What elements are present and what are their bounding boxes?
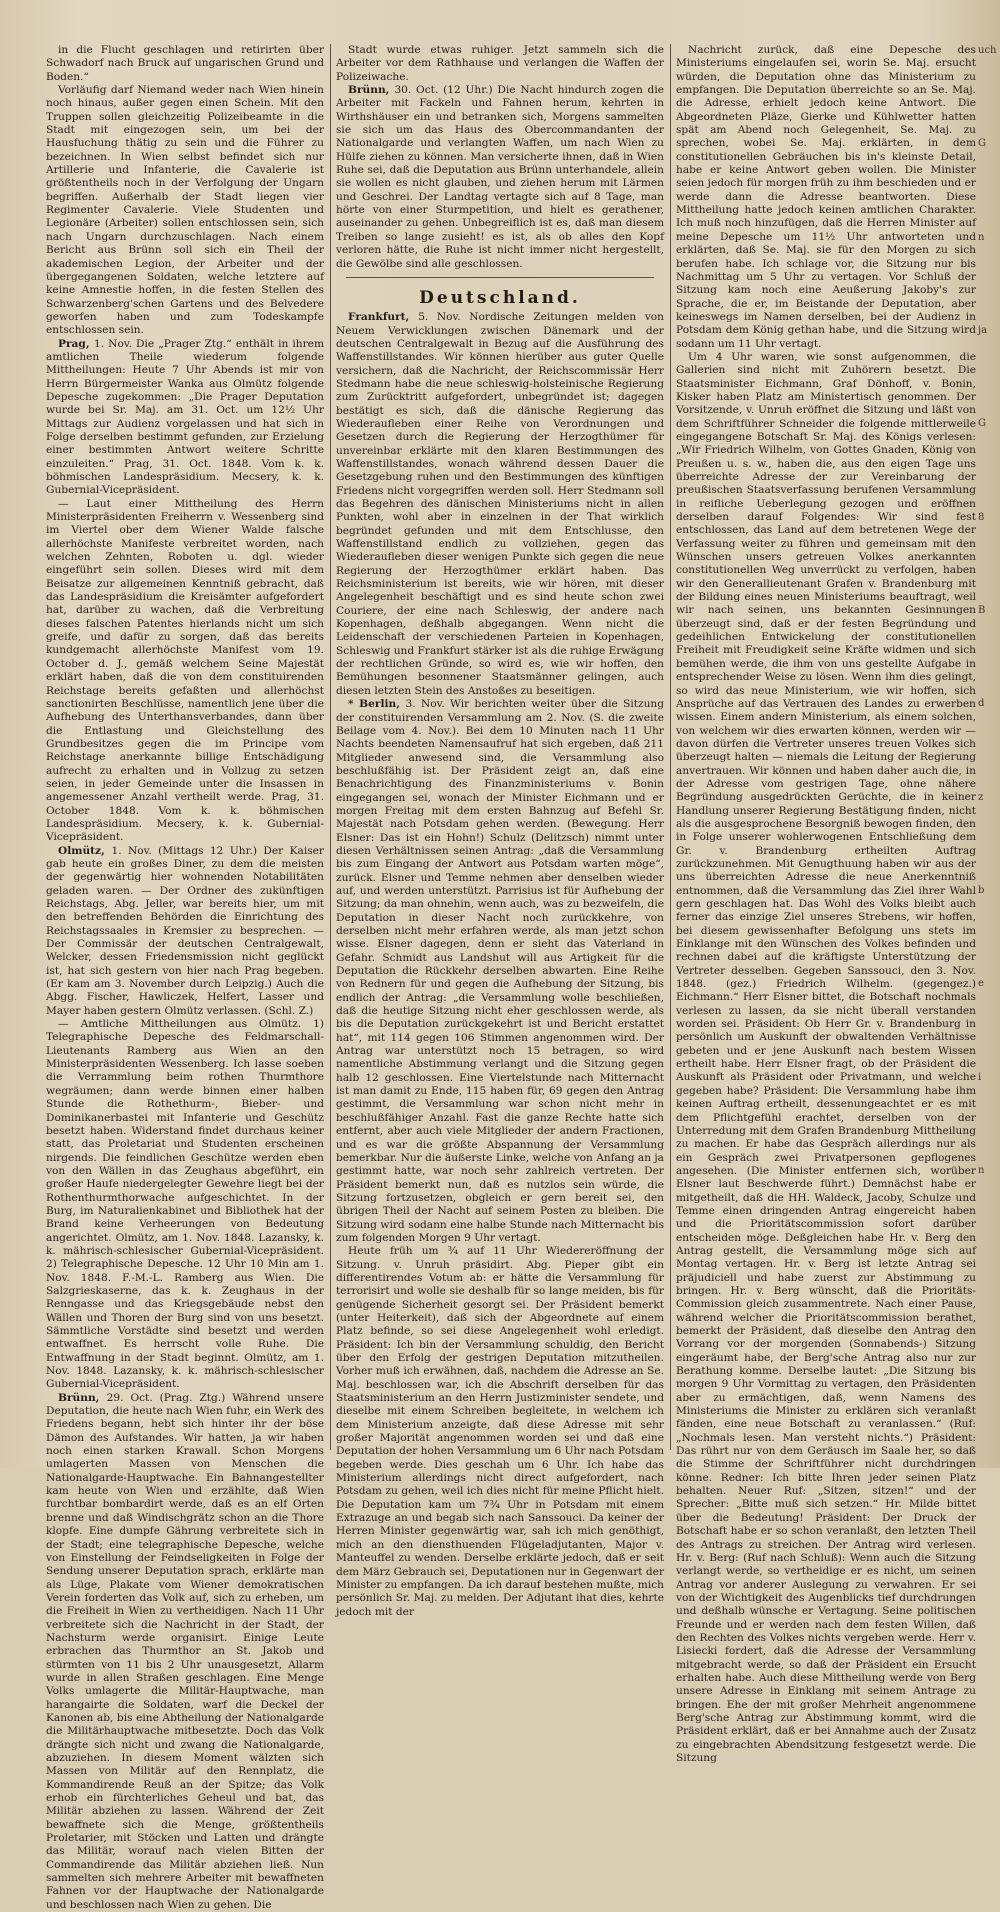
paragraph-text: 3. Nov. Wir berichten weiter über die Sitzung der constituirenden Versammlung am 2. Nov. (S. die zweite Beilage vom 4. Nov.). Bei dem 10 Minuten nach 11 Uhr Nachts beendeten Namensaufruf hat sich ergeben, daß 211 Mitglieder anwesend sind, die Versammlung also beschlußfähig ist. Der Präsident zeigt an, daß eine Benachrichtigung des Finanzministeriums v. Bonin eingegangen sei, wonach der Minister Eichmann und er morgen Freitag mit dem ersten Bahnzug auf Befehl Sr. Majestät nach Potsdam gehen werden. (Bewegung. Herr Elsner: Das ist ein Hohn!) Schulz (Delitzsch) nimmt unter diesen Verhältnissen seinen Antrag: „daß die Versammlung bis zum Eingang der Antwort aus Potsdam warten möge“, zurück. Elsner und Temme nehmen aber denselben wieder auf, und werden unterstützt. Parrisius ist für Aufhebung der Sitzung; da man ohnehin, wenn auch, was zu bezweifeln, die Deputation in dieser Nacht noch zurückkehre, von derselben nicht mehr erfahren werde, als man jetzt schon wisse. Elsner dagegen, denn er sieht das Vaterland in Gefahr. Schmidt aus Landshut will aus Artigkeit für die Deputation die Rückkehr derselben abwarten. Eine Reihe von Rednern für und gegen die Aufhebung der Sitzung, bis endlich der Antrag: „die Versammlung wolle beschließen, daß die heutige Sitzung nicht eher geschlossen werde, als bis die Deputation zurückgekehrt ist und Bericht erstattet hat“, mit 114 gegen 106 Stimmen angenommen wird. Der Antrag war unterstützt noch 15 betragen, so wird namentliche Abstimmung verlangt und die Sitzung gegen halb 12 geschlossen. Eine Viertelstunde nach Mitternacht ist man damit zu Ende, 115 haben für, 69 gegen den Antrag gestimmt, die Versammlung war schon nicht mehr in beschlußfähiger Anzahl. Fast die ganze Rechte hatte sich entfernt, aber auch viele Mitglieder der andern Fractionen, und es war die größte Abspannung der Versammlung bemerkbar. Nur die äußerste Linke, welche von Anfang an ja gestimmt hatte, war noch sehr zahlreich vertreten. Der Präsident bemerkt nun, daß es nutzlos sein würde, die Sitzung fortzusetzen, obgleich er gern bereit sei, den übrigen Theil der Nacht auf seinem Posten zu bleiben. Die Sitzung wird sodann eine halbe Stunde nach Mitternacht bis zum folgenden Morgen 9 Uhr vertagt. [336,698,664,1244]
article-paragraph [46,1392,324,1912]
column-rule-1 [330,44,331,1450]
article-paragraph [336,698,664,1245]
article-paragraph [336,44,664,84]
paragraph-text: in die Flucht geschlagen und retirirten über Schwadorf nach Bruck auf ungarischen Grund und Boden.“ [46,44,324,83]
gutter-fragment: G [978,138,986,150]
dateline-place: Brünn, [58,1391,107,1404]
paragraph-text: — Amtliche Mittheilungen aus Olmütz. 1) Telegraphische Depesche des Feldmarschall-Lieutenants Ramberg aus Wien an den Ministerpräsidenten Wessenberg. Ich lasse soeben die Verrammlung beim rothen Thurmthore wegräumen; dann werde binnen einer halben Stunde die Rothethurm-, Bieber- und Dominikanerbastei mit Infanterie und Geschütz besetzt haben. Widerstand findet durchaus keiner statt, das Proletariat und Studenten erscheinen nirgends. Die feindlichen Geschütze werden eben von den Wällen in das Zeughaus abgeführt, ein großer Haufe niedergelegter Gewehre liegt bei der Rothenthurmthorwache aufgeschichtet. In der Burg, im Naturalienkabinet und Bibliothek hat der Brand keine Verheerungen von Bedeutung angerichtet. Olmütz, am 1. Nov. 1848. Lazansky, k. k. mährisch-schlesischer Gubernial-Vicepräsident. 2) Telegraphische Depesche. 12 Uhr 10 Min am 1. Nov. 1848. F.-M.-L. Ramberg aus Wien. Die Salzgrieskaserne, das k. k. Zeughaus in der Renngasse und das Kriegsgebäude nebst den Wällen und Thoren der Burg sind von uns besetzt. Sämmtliche Vorstädte sind besetzt und werden entwaffnet. Es herrscht volle Ruhe. Die Entwaffnung in der Stadt beginnt. Olmütz, am 1. Nov. 1848. Lazansky, k. k. mährisch-schlesischer Gubernial-Vicepräsident. [46,1018,324,1391]
gutter-fragment: b [978,885,985,897]
paragraph-text: Vorläufig darf Niemand weder nach Wien hinein noch hinaus, außer gegen einen Schein. Mit den Truppen sollen gleichzeitig Polizeibeamte in die Stadt mit eingezogen sein, um bei der Hausfuchung thätig zu sein und die Führer zu bezeichnen. In Wien selbst befindet sich nur Artillerie und Infanterie, die Cavalerie ist größtentheils noch in der Verfolgung der Ungarn begriffen. Außerhalb der Stadt liegen vier Regimenter Cavalerie. Viele Studenten und Legionäre (Arbeiter) sollen entschlossen sein, sich nach Ungarn durchzuschlagen. Nach einem Bericht aus Brünn soll sich ein Theil der akademischen Legion, der Arbeiter und der übergegangenen Soldaten, welche letztere auf keine Amnestie hoffen, in die festen Stellen des Schwarzenberg'schen Gartens und des Belvedere geworfen haben und zum Todeskampfe entschlossen sein. [46,84,324,337]
paragraph-text: — Laut einer Mittheilung des Herrn Ministerpräsidenten Freiherrn v. Wessenberg sind im Viertel ober dem Wiener Walde falsche allerhöchste Manifeste verbreitet worden, nach welchen Zehnten, Roboten u. dgl. wieder eingeführt sein sollen. Dieses wird mit dem Beisatze zur allgemeinen Kenntniß gebracht, daß das Landespräsidium die Kreisämter aufgefordert hat, darüber zu wachen, daß die Verbreitung dieses falschen Patentes hierlands nicht um sich greife, und dafür zu sorgen, daß das bereits kundgemacht allerhöchste Manifest vom 19. October d. J., gemäß welchem Seine Majestät erklärt haben, daß die von dem constituirenden Reichstage bereits gefaßten und allerhöchst sanctionirten Beschlüsse, namentlich jene über die Aufhebung des Unterthansverbandes, dann über die Entlastung und Gleichstellung des Grundbesitzes gegen die im Principe vom Reichstage anerkannte billige Entschädigung aufrecht zu erhalten und in Vollzug zu setzen seien, in jeder Gemeinde unter die Insassen in angemessener Anzahl vertheilt werde. Prag, 31. October 1848. Vom k. k. böhmischen Landespräsidium. Mecsery, k. k. Gubernial-Vicepräsident. [46,497,324,844]
column-rule-2 [670,44,671,1450]
article-paragraph [336,84,664,271]
dateline-place: Olmütz, [58,844,112,857]
article-paragraph [336,1245,664,1619]
article-paragraph [46,338,324,498]
paragraph-text: 29. Oct. (Prag. Ztg.) Während unsere Deputation, die heute nach Wien fuhr, ein Werk des Friedens begann, hebt sich hinter ihr der böse Dämon des Aufstandes. Wir hatten, ja wir haben noch einen starken Krawall. Schon Morgens umlagerten Massen von Menschen die Nationalgarde-Hauptwache. Ein Bahnangestellter kam heute von Wien und erzählte, daß Wien furchtbar bombardirt werde, daß es an elf Orten brenne und daß Windischgrätz schon an die Thore klopfe. Eine dumpfe Gährung verbreitete sich in der Stadt; eine telegraphische Depesche, welche von Einstellung der Feindseligkeiten in Folge der Sendung unserer Deputation sprach, erklärte man als Lüge, Plakate vom Wiener demokratischen Verein forderten das Volk auf, sich zu erheben, um die Freiheit in Wien zu vertheidigen. Nach 11 Uhr verbreitete sich die Nachricht in der Stadt, der Nachsturm werde organisirt. Einige Leute erbrachen das Thurmthor an St. Jakob und stürmten von 11 bis 2 Uhr unausgesetzt, Allarm wurde in allen Straßen geschlagen. Eine Menge Volks umlagerte die Militär-Hauptwache, man harangairte die Soldaten, warf die Deckel der Kanonen ab, bis eine Abtheilung der Nationalgarde die Militärhauptwache mitbesetzte. Doch das Volk drängte sich nicht und zwang die Nationalgarde, abzuziehen. In diesem Moment wälzten sich Massen von Militär auf den Rennplatz, die Kommandirende Reuß an der Spitze; das Volk erhob ein fürchterliches Geheul und bat, das Militär abziehen zu lassen. Während der Zeit bewaffnete sich die Menge, größtentheils Proletarier, mit Stöcken und Latten und drängte das Militär, worauf nach vielen Bitten der Commandirende das Militär abziehen ließ. Nun sammelten sich mehrere Arbeiter mit bewaffneten Fahnen vor der Hauptwache der Nationalgarde und beschlossen nach Wien zu gehen. Die [46,1391,324,1911]
article-paragraph [46,845,324,1018]
dateline-place: Brünn, [348,84,395,97]
section-rule [346,277,654,278]
gutter-fragment: ja [978,325,988,337]
gutter-fragment: 8 [978,511,985,523]
paragraph-text: 1. Nov. Die „Prager Ztg.“ enthält in ihrem amtlichen Theile wiederum folgende Mittheilungen: Heute 7 Uhr Abends ist mir von Herrn Bürgermeister Wanka aus Olmütz folgende Depesche zugekommen: „Die Prager Deputation wurde bei Sr. Maj. am 31. Oct. um 12½ Uhr Mittags zur Audienz vorgelassen und hat sich in Folge derselben bestimmt gefunden, zur Erzielung einer bestimmten Antwort weitere Schritte einzuleiten.“ Prag, 31. Oct. 1848. Vom k. k. böhmischen Landespräsidium. Mecsery, k. k. Gubernial-Vicepräsident. [46,337,324,497]
gutter-fragment: d [978,698,985,710]
paragraph-text: Heute früh um ¾ auf 11 Uhr Wiedereröffnung der Sitzung. v. Unruh präsidirt. Abg. Pieper gibt ein differentirendes Votum ab: er hätte die Versammlung für terrorisirt und wolle sie deshalb für so lange meiden, bis für genügende Sicherheit gesorgt sei. Der Präsident bemerkt (unter Heiterkeit), daß sich der Abgeordnete auf einem Platz befinde, so sei diese Angelegenheit wohl erledigt. Präsident: Ich bin der Versammlung schuldig, den Bericht über den Erfolg der gestrigen Deputation mitzutheilen. Vorher muß ich erwähnen, daß, nachdem die Adresse an Se. Maj. beschlossen war, ich die Abschrift derselben für das Staatsministerium an den Herrn Justizminister sendete, und dieselbe mit einem Schreiben begleitete, in welchem ich dem Ministerium anzeigte, daß diese Adresse mit sehr großer Majorität angenommen worden sei und daß eine Deputation der hohen Versammlung um 6 Uhr nach Potsdam begeben werde. Dies geschah um 6 Uhr. Ich habe das Ministerium allerdings nicht direct aufgefordert, nach Potsdam zu gehen, weil ich dies nicht für meine Pflicht hielt. Die Deputation kam um 7¾ Uhr in Potsdam mit einem Extrazuge an und begab sich nach Sanssouci. Da keiner der Herren Minister gegenwärtig war, sah ich mich genöthigt, mich an den diensthuenden Flügeladjutanten, Major v. Manteuffel zu wenden. Derselbe erklärte jedoch, daß er seit dem März Gebrauch sei, Deputationen nur in Gegenwart der Minister zu empfangen. Da ich darauf bestehen mußte, mich persönlich Sr. Maj. zu melden. Der Adjutant ihat dies, kehrte jedoch mit der [336,1245,665,1618]
paragraph-text: 30. Oct. (12 Uhr.) Die Nacht hindurch zogen die Arbeiter mit Fackeln und Fahnen herum, kehrten in Wirthshäuser ein und betranken sich, Morgens sammelten sie sich um das Haus des Obercommandanten der Nationalgarde und verlangten Waffen, um nach Wien zu Hülfe ziehen zu können. Man versicherte ihnen, daß in Wien Ruhe sei, daß die Deputation aus Brünn unterhandele, allein sie wollen es nicht glauben, und ziehen herum mit Lärmen und Geschrei. Der Landtag vertagte sich auf 8 Tage, man hörte von einer Sturmpetition, und hielt es gerathener, auseinander zu gehen. Unbegreiflich ist es, daß man diesem Treiben so lange zusieht! es ist, als ob alles den Kopf verloren hätte, die Ruhe ist nicht immer nicht hergestellt, die Gewölbe sind alle geschlossen. [336,84,664,270]
paragraph-text: 5. Nov. Nordische Zeitungen melden von Neuem Verwicklungen zwischen Dänemark und der deutschen Centralgewalt in Bezug auf die Ausführung des Waffenstillstandes. Wir können hierüber aus guter Quelle versichern, daß die Nachricht, der Reichscommissär Herr Stedmann habe die neue schleswig-holsteinische Regierung zum Zurücktritt aufgefordert, unbegründet ist; dagegen bestätigt es sich, daß die dänische Regierung das Wiederaufleben einer Reihe von Verordnungen und Gesetzen durch die Regierung der Herzogthümer für unvereinbar erklärte mit den klaren Bestimmungen des Waffenstillstandes, wonach während dessen Dauer die Gesetzgebung ruhen und den Bestimmungen des künftigen Friedens nicht vorgegriffen werden soll. Herr Stedmann soll das Begehren des dänischen Ministeriums nicht in allen Punkten, wohl aber in einzelnen in der That wirklich begründet gefunden und mit dem Entschlusse, den Waffenstillstand endlich zu vollziehen, gegen das Wiederaufleben dieser wenigen Punkte sich gegen die neue Regierung der Herzogthümer erklärt haben. Das Reichsministerium ist bereits, wie wir hören, mit dieser Angelegenheit beschäftigt und es sind heute schon zwei Couriere, der eine nach Schleswig, der andere nach Kopenhagen, deßhalb abgegangen. Wenn nicht die Leidenschaft der verschiedenen Parteien in Kopenhagen, Schleswig und Frankfurt stärker ist als die ruhige Erwägung der rechtlichen Gründe, so wird es, wie wir hoffen, den Bemühungen besonnener Staatsmänner gelingen, auch diesen letzten Stein des Anstoßes zu beseitigen. [336,311,664,697]
gutter-fragment: z [978,791,984,803]
gutter-fragment: B [978,605,986,617]
paragraph-text: Um 4 Uhr waren, wie sonst aufgenommen, die Gallerien sind nicht mit Zuhörern besetzt. Die Staatsminister Eichmann, Graf Dönhoff, v. Bonin, Kisker haben Platz am Ministertisch genommen. Der Vorsitzende, v. Unruh eröffnet die Sitzung und läßt von dem Schriftführer Schneider die folgende mittlerweile eingegangene Botschaft Sr. Maj. des Königs verlesen: „Wir Friedrich Wilhelm, von Gottes Gnaden, König von Preußen u. s. w., haben die, aus den eigen Tage uns überreichte Adresse der zur Vereinbarung der preußischen Staatsverfassung berufenen Versammlung in reifliche Ueberlegung gezogen und eröffnen derselben darauf Folgendes: Wir sind fest entschlossen, das Land auf dem betretenen Wege der Verfassung weiter zu führen und gemeinsam mit den Wünschen unsers getreuen Volkes anerkannten constitutionellen Weg unverrückt zu verfolgen, haben wir den Generallieutenant Grafen v. Brandenburg mit der Bildung eines neuen Ministeriums beauftragt, weil wir nach seinen, uns bekannten Gesinnungen überzeugt sind, daß er der festen Begründung und gedeihlichen Entwickelung der constitutionellen Freiheit mit Freudigkeit seine Kräfte widmen und sich bemühen werde, die ihm von uns gestellte Aufgabe in entsprechender Weise zu lösen. Wenn ihm dies gelingt, so wird das neue Ministerium, wie wir hoffen, sich Ansprüche auf das Vertrauen des Landes zu erwerben wissen. Einem andern Ministerium, als einem solchen, von welchem wir dies erwarten können, werden wir — davon dürfen die Vertreter unseres treuen Volkes sich überzeugt halten — niemals die Leitung der Regierung anvertrauen. Wir können und haben daher auch die, in der Adresse vom gestrigen Tage, ohne nähere Begründung ausgedrückten Gerüchte, die in keiner Handlung unserer Regierung Bestätigung finden, nicht als die ausgesprochene Besorgniß bewogen finden, den in Folge unserer wohlerwogenen Entschließung dem Gr. v. Brandenburg ertheilten Auftrag zurückzunehmen. Mit Genugthuung haben wir aus der uns überreichten Adresse die neue Anerkenntniß entnommen, daß die Versammlung das Ziel ihrer Wahl gern geschlagen hat. Das Wohl des Volks bleibt auch ferner das einzige Ziel unseres Strebens, wir hoffen, bei diesem gewissenhafter Befolgung uns stets im Einklange mit den Wünschen des Volkes befinden und rechnen dabei auf die kräftigste Unterstützung der Vertreter desselben. Gegeben Sanssouci, den 3. Nov. 1848. (gez.) Friedrich Wilhelm. (gegengez.) Eichmann.“ Herr Elsner bittet, die Botschaft nochmals verlesen zu lassen, da sie nicht überall verstanden worden sei. Präsident: Ob Herr Gr. v. Brandenburg in persönlich um Auskunft der obwaltenden Verhältnisse gebeten und er jene Auskunft nach bestem Wissen ertheilt habe. Herr Elsner fragt, ob der Präsident die Auskunft als Präsident oder Privatmann, und welche gegeben habe? Präsident: Die Versammlung habe ihm keinen Auftrag ertheilt, dessenungeachtet er es mit dem Pflichtgefühl erachtet, derselben von der Unterredung mit dem Grafen Brandenburg Mittheilung zu machen. Er habe das Gespräch allerdings nur als ein Gespräch zwei Privatpersonen gepflogenes angesehen. (Die Minister entfernen sich, worüber Elsner laut Beschwerde führt.) Demnächst habe er mitgetheilt, daß die HH. Waldeck, Jacoby, Schulze und Temme einen dringenden Antrag eingereicht haben und die Prioritätscommission sofort darüber entscheiden möge. Deßgleichen habe Hr. v. Berg den Antrag gestellt, die Versammlung möge sich auf Montag vertagen. Hr. v. Berg ist letzte Antrag sei präjudiciell und habe zuerst zur Abstimmung zu bringen. Hr. v. Berg wünscht, daß die Prioritäts-Commission gleich zusammentrete. Nach einer Pause, während welcher die Prioritätscommission berathet, bemerkt der Präsident, daß dieselbe den Antrag den Vorrang vor der morgenden (Sonnabends-) Sitzung eingeräumt habe, der Berg'sche Antrag also nur zur Berathung komme. Derselbe lautet: „Die Sitzung bis morgen 9 Uhr Vormittag zu vertagen, den Präsidenten aber zu ermächtigen, daß, wenn Namens des Ministeriums die Minister zu erklären sich veranlaßt fänden, eine neue Botschaft zu veranlassen.“ (Ruf: „Nochmals lesen. Man versteht nichts.“) Präsident: Das rührt nur von dem Geräusch im Saale her, so daß die Stimme der Schriftführer nicht durchdringen könne. Redner: Ich bitte Ihren jeder seinen Platz behalten. Neuer Ruf: „Sitzen, sitzen!“ und der Sprecher: „Bitte muß sich setzen.“ Hr. Milde bittet über die Bedeutung! Präsident: Der Druck der Botschaft habe er so schon veranlaßt, den letzten Theil des Antrags zu streichen. Der Antrag wird verlesen. Hr. v. Berg: (Ruf nach Schluß): Wenn auch die Sitzung verlangt werde, so vertheidige er es nicht, um seinen Antrag vor anderer Auslegung zu verwahren. Er sei von der Wichtigkeit des Augenblicks tief durchdrungen und deßhalb wünsche er Vertagung. Seine politischen Freunde und er werden nach dem festen Willen, daß den Rechten des Volkes nichts vergeben werde. Herr v. Lisiecki fordert, daß die Adresse der Versammlung mitgebracht werde, so daß der Präsident ein Ersucht erhalten habe. Auch diese Mittheilung werde von Berg unsere Adresse in Einklang mit seinem Antrage zu bringen. Ehe der mit großer Mehrheit angenommene Berg'sche Antrag zur Abstimmung kommt, wird die Präsident erklärt, daß er bei Annahme auch der Zusatz zu eingebrachten Abendsitzung festgesetzt werde. Die Sitzung [676,350,976,1764]
adjacent-page-fragment [978,44,1000,1454]
article-paragraph [676,44,976,351]
gutter-fragment: uch [978,45,997,56]
gutter-fragment: i [978,1071,982,1083]
paragraph-text: 1. Nov. (Mittags 12 Uhr.) Der Kaiser gab heute ein großes Diner, zu dem die meisten der gegenwärtig hier wohnenden Notabilitäten geladen waren. — Der Ordner des zukünftigen Reichstags, Abg. Jeller, war bereits hier, um mit den betreffenden Behörden die Einrichtung des Reichstagssaales in Kremsier zu besprechen. — Der Commissär der deutschen Centralgewalt, Welcker, dessen Friedensmission nicht geglückt ist, hat sich gestern von hier nach Prag begeben. (Er kam am 3. November durch Leipzig.) Auch die Abgg. Fischer, Hawliczek, Helfert, Lasser und Mayer haben gestern Olmütz verlassen. (Schl. Z.) [46,844,324,1017]
article-paragraph [46,84,324,338]
dateline-place: Frankfurt, [348,311,419,324]
column-2 [336,44,665,1618]
article-paragraph [46,44,324,84]
dateline-place: Prag, [58,337,94,350]
article-paragraph [46,498,324,845]
gutter-fragment: e [978,978,984,990]
dateline-place: * Berlin, [348,698,406,711]
article-paragraph [676,351,976,1765]
gutter-fragment: n [978,231,985,243]
gutter-fragment: G [978,418,986,430]
paragraph-text: Stadt wurde etwas ruhiger. Jetzt sammeln sich die Arbeiter vor dem Rathhause und verlangen die Waffen der Polizeiwache. [336,44,664,83]
column-1 [46,44,324,1911]
section-title: Deutschland. [419,287,581,308]
paragraph-text: Nachricht zurück, daß eine Depesche des Ministeriums eingelaufen sei, worin Se. Maj. ersucht würden, die Deputation ohne das Ministerium zu empfangen. Die Deputation überreichte so an Se. Maj. die Adresse, erhielt jedoch keine Antwort. Die Abgeordneten Pläze, Gierke und Kühlwetter hatten spät am Abend noch Gelegenheit, Se. Maj. zu sprechen, wobei Se. Maj. erklärten, in dem constitutionellen Gebräuchen bis in's kleinste Detail, habe er keine Antwort geben wollen. Die Minister seien jedoch für morgen früh zu ihm beschieden und er werde dann die Adresse beantworten. Diese Mittheilung hatte jedoch keinen amtlichen Charakter. Ich muß noch hinzufügen, daß die Herren Minister auf meine Depesche um 11½ Uhr antworteten und erklärten, daß Se. Maj. sie für den Morgen zu sich berufen habe. Ich schlage vor, die Sitzung nur bis Nachmittag um 5 Uhr zu vertagen. Vor Schluß der Sitzung kam noch eine Aeußerung Jakoby's zur Sprache, die er, im Beistande der Deputation, aber keineswegs im Namen derselben, bei der Audienz in Potsdam dem König gethan habe, und die Sitzung wird sodann um 11 Uhr vertagt. [676,44,976,350]
column-3 [676,44,976,1764]
article-paragraph [46,1018,324,1392]
gutter-fragment: n [978,1165,985,1177]
article-paragraph [336,311,664,698]
